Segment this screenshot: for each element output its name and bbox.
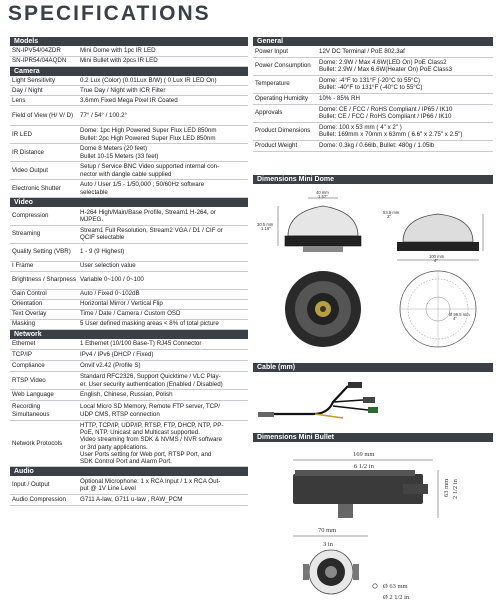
spec-label: Field of View (H/ V/ D) (10, 106, 78, 126)
spec-label: RTSP Video (10, 372, 78, 390)
spec-table-models (10, 46, 248, 67)
bullet-front-view (303, 550, 359, 594)
spec-value: H-264 High/Main/Base Profile, Stream1 H-264, or MJPEG. (78, 207, 248, 225)
spec-row (10, 106, 248, 126)
spec-table-network (10, 339, 248, 468)
spec-value: Stream1 Full Resolution, Stream2 VGA / D1 / CIF or QCIF selectable (78, 225, 248, 243)
spec-label: Power Consumption (253, 57, 317, 75)
spec-value: English, Chinese, Russian, Polish (78, 390, 248, 401)
spec-label: Streaming (10, 225, 78, 243)
spec-row (10, 309, 248, 319)
section-header-video: Video (10, 198, 248, 207)
spec-value: Auto / User 1/5 - 1/50,000 ; 50/60Hz software selectable (78, 180, 248, 198)
spec-value: Dome: 100 x 53 mm ( 4" x 2" ) Bullet: 169mm x 70mm x 63mm ( 6.6" x 2.75" x 2.5") (317, 122, 493, 140)
bullet-dimensions-panel (253, 433, 493, 605)
spec-label: Day / Night (10, 86, 78, 96)
spec-value: 10% - 85% RH (317, 93, 493, 104)
spec-row (253, 46, 493, 57)
bullet-length-mm-label: 169 mm (353, 451, 375, 458)
spec-label: Input / Output (10, 476, 78, 494)
dome-side-view (278, 198, 361, 252)
section-header-general: General (253, 37, 493, 46)
spec-label: IR LED (10, 126, 78, 144)
spec-row (10, 243, 248, 261)
spec-row (10, 289, 248, 299)
spec-row (10, 494, 248, 505)
spec-label: Lens (10, 96, 78, 106)
spec-row (10, 96, 248, 106)
spec-label: TCP/IP (10, 350, 78, 361)
spec-value: 3.6mm Fixed Mega Pixel IR Coated (78, 96, 248, 106)
spec-row (10, 144, 248, 162)
spec-row (10, 319, 248, 329)
section-header-audio: Audio (10, 467, 248, 476)
spec-value: Onvif v2.42 (Profile S) (78, 361, 248, 372)
spec-value: Dome: 2.9W / Max 4.6W(LED On) PoE Class2 Bullet: 2.9W / Max 6.6W(Heater On) PoE Class3 (317, 57, 493, 75)
spec-label: Product Weight (253, 140, 317, 151)
spec-value: Dome: 1pc High Powered Super Flux LED 850nm Bullet: 2pc High Powered Super Flux LED 850nm (78, 126, 248, 144)
bullet-dia-mm-label: Ø 63 mm (383, 583, 408, 590)
spec-label: Compliance (10, 361, 78, 372)
spec-row (253, 75, 493, 93)
spec-label: I Frame (10, 261, 78, 271)
spec-row (10, 271, 248, 289)
dome-dimension-drawing (253, 184, 493, 354)
spec-row (10, 339, 248, 350)
spec-label: Orientation (10, 299, 78, 309)
spec-row (10, 261, 248, 271)
spec-row (10, 56, 248, 66)
spec-row (10, 180, 248, 198)
spec-label: Temperature (253, 75, 317, 93)
spec-row (10, 476, 248, 494)
spec-label: Compression (10, 207, 78, 225)
spec-label: Electronic Shutter (10, 180, 78, 198)
page-title: SPECIFICATIONS (8, 2, 211, 25)
spec-label: Power Input (253, 46, 317, 57)
spec-value: 77° / 54° / 100.2° (78, 106, 248, 126)
dome-outline-view (400, 271, 476, 347)
spec-row (10, 86, 248, 96)
spec-label: Text Overlay (10, 309, 78, 319)
cable-header: Cable (mm) (253, 363, 493, 372)
cable-panel (253, 363, 493, 423)
spec-value: User selection value (78, 261, 248, 271)
spec-table-camera (10, 76, 248, 199)
bullet-width-in-label: 3 in (323, 541, 333, 548)
spec-row (253, 93, 493, 104)
spec-value: Horizontal Mirror / Vertical Flip (78, 299, 248, 309)
spec-row (10, 401, 248, 421)
spec-value: Dome: CE / FCC / RoHS Compliant / IP65 / IK10 Bullet: CE / FCC / RoHS Compliant / IP66 / IK10 (317, 104, 493, 122)
bullet-height-mm-label: 63 mm (443, 478, 450, 497)
spec-value: Dome 8 Meters (20 feet) Bullet 10-15 Meters (33 feet) (78, 144, 248, 162)
spec-label: SN-IPR54/04AQDN (10, 56, 78, 66)
spec-label: Gain Control (10, 289, 78, 299)
spec-label: Network Protocols (10, 421, 78, 467)
dome-top-view (285, 271, 361, 347)
spec-value: 1 - 9 (9 Highest) (78, 243, 248, 261)
left-spec-column (10, 37, 248, 506)
spec-label: Quality Setting (VBR) (10, 243, 78, 261)
spec-label: Approvals (253, 104, 317, 122)
spec-row (10, 299, 248, 309)
spec-value: Auto / Fixed 0~102dB (78, 289, 248, 299)
spec-row (10, 361, 248, 372)
dome-top-width-label: 40 mm 1.57" (316, 190, 329, 199)
dome-right-height-label: 53.5 mm 2" (383, 210, 400, 219)
spec-value: G711 A-law, G711 u-law , RAW_PCM (78, 494, 248, 505)
spec-label: Recording Simultaneous (10, 401, 78, 421)
spec-value: HTTP, TCP/IP, UDP/IP, RTSP, FTP, DHCP, NTP, PP- PoE, NTP. Unicast and Multicast supported. Video streaming from SDK & NVMS / NVR software or 3rd party applications. User Ports setting for Web port, RTSP Port, and SDK Control Port and Alarm Port. (78, 421, 248, 467)
spec-row (253, 57, 493, 75)
right-spec-column (253, 37, 493, 152)
section-header-camera: Camera (10, 67, 248, 76)
spec-row (10, 126, 248, 144)
spec-value: True Day / Night with ICR Filter (78, 86, 248, 96)
spec-label: Operating Humidity (253, 93, 317, 104)
spec-row (10, 350, 248, 361)
section-header-models: Models (10, 37, 248, 46)
spec-value: 5 User defined masking areas < 8% of total picture (78, 319, 248, 329)
dome-base-width-label: 100 mm 4" (429, 254, 445, 263)
spec-value: Local Micro SD Memory, Remote FTP server, TCP/ UDP CMS, RTSP connection (78, 401, 248, 421)
dome-dimensions-header: Dimensions Mini Dome (253, 175, 493, 184)
bullet-dimension-drawing (253, 442, 493, 604)
spec-row (10, 207, 248, 225)
spec-label: IR Distance (10, 144, 78, 162)
spec-row (10, 421, 248, 467)
spec-value: 0.2 Lux (Color) (0.01Lux B/W) ( 0 Lux IR LED On) (78, 76, 248, 86)
spec-table-general (253, 46, 493, 152)
spec-value: Variable 0~100 / 0~100 (78, 271, 248, 289)
spec-label: Brightness / Sharpness (10, 271, 78, 289)
cable-drawing (253, 372, 493, 422)
spec-value: Mini Bullet with 2pcs IR LED (78, 56, 248, 66)
spec-row (10, 390, 248, 401)
spec-label: Ethernet (10, 339, 78, 350)
spec-row (10, 225, 248, 243)
spec-row (253, 122, 493, 140)
spec-value: Time / Date / Camera / Custom OSD (78, 309, 248, 319)
spec-row (253, 104, 493, 122)
spec-value: Setup / Service BNC Video supported internal con- nector with dangle cable supplied (78, 162, 248, 180)
spec-label: SN-IPV54/04ZDR (10, 46, 78, 56)
spec-value: Mini Dome with 1pc IR LED (78, 46, 248, 56)
spec-label: Web Language (10, 390, 78, 401)
spec-row (253, 140, 493, 151)
bullet-length-in-label: 6 1/2 in (354, 463, 374, 470)
bullet-dia-in-label: Ø 2 1/2 in (383, 594, 410, 601)
spec-label: Light Sensitivity (10, 76, 78, 86)
spec-value: Optional Microphone: 1 x RCA Input / 1 x RCA Out- put @ 1V Line Level (78, 476, 248, 494)
dome-dimensions-panel (253, 175, 493, 355)
spec-label: Audio Compression (10, 494, 78, 505)
bullet-height-in-label: 2 1/2 in (452, 479, 459, 499)
spec-value: IPv4 / IPv6 (DHCP / Fixed) (78, 350, 248, 361)
spec-table-audio (10, 476, 248, 506)
spec-row (10, 162, 248, 180)
spec-row (10, 46, 248, 56)
spec-label: Video Output (10, 162, 78, 180)
bullet-width-mm-label: 70 mm (318, 527, 337, 534)
spec-row (10, 372, 248, 390)
spec-value: 12V DC Terminal / PoE 802.3af (317, 46, 493, 57)
section-header-network: Network (10, 330, 248, 339)
spec-label: Product Dimensions (253, 122, 317, 140)
spec-value: Standard RFC2326, Support Quicktime / VLC Play- er. User security authentication (Enabled / Disabled) (78, 372, 248, 390)
spec-table-video (10, 207, 248, 330)
bullet-dimensions-header: Dimensions Mini Bullet (253, 433, 493, 442)
spec-value: Dome: 0.3kg / 0.66lb, Bullet: 480g / 1.05lb (317, 140, 493, 151)
bullet-side-view (293, 470, 428, 518)
spec-value: 1 Ethernet (10/100 Base-T) RJ45 Connector (78, 339, 248, 350)
dome-diameter-label: Ø 99.5 mm 4" (449, 312, 470, 321)
dome-left-height-label: 30.5 mm 1.16" (257, 222, 274, 231)
spec-row (10, 76, 248, 86)
spec-label: Masking (10, 319, 78, 329)
spec-value: Dome: -4°F to 131°F (-20°C to 55°C) Bullet: -40°F to 131°F (-40°C to 55°C) (317, 75, 493, 93)
